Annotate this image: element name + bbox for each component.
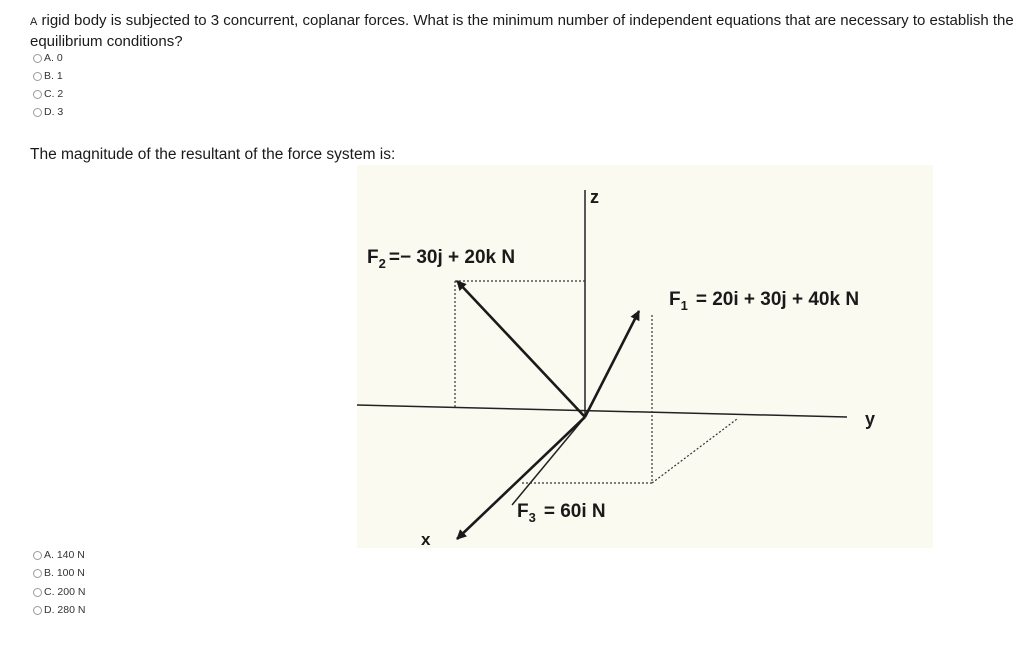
option-label: D. 280 N [44, 604, 86, 616]
radio-button[interactable] [33, 569, 42, 578]
question-1-body: rigid body is subjected to 3 concurrent, coplanar forces. What is the minimum number of independent equations that are necessary to establish the equilibrium conditions? [30, 12, 1014, 50]
q1-option-c[interactable] [33, 87, 63, 101]
z-axis-label: z [590, 187, 599, 207]
force-system-diagram [357, 165, 933, 548]
option-label: B. 100 N [44, 567, 85, 579]
radio-button[interactable] [33, 588, 42, 597]
q1-option-d[interactable] [33, 105, 63, 119]
option-label: A. 140 N [44, 549, 85, 561]
y-axis-label: y [865, 409, 876, 429]
radio-button[interactable] [33, 90, 42, 99]
q1-option-a[interactable] [33, 51, 63, 65]
option-label: C. 200 N [44, 586, 86, 598]
question-1-prefix: A [30, 16, 38, 28]
f3-label: $F_3 = 60i$ N [517, 501, 606, 525]
option-label: D. 3 [44, 106, 64, 118]
q2-option-a[interactable] [33, 548, 85, 562]
option-label: A. 0 [44, 52, 63, 64]
question-1-text [30, 11, 1020, 51]
q2-option-b[interactable] [33, 566, 85, 580]
f2-label: $F_2 =- 30j + 20k$ N [367, 247, 516, 271]
q1-option-b[interactable] [33, 69, 63, 83]
x-axis-label: x [421, 530, 431, 548]
q2-option-d[interactable] [33, 603, 85, 617]
radio-button[interactable] [33, 108, 42, 117]
q2-option-c[interactable] [33, 585, 85, 599]
f1-label: $F_1 = 20i + 30j + 40k$ N [669, 289, 860, 313]
question-2-text: The magnitude of the resultant of the force system is: [30, 146, 396, 163]
option-label: C. 2 [44, 88, 64, 100]
radio-button[interactable] [33, 72, 42, 81]
diagram-background [357, 165, 933, 548]
radio-button[interactable] [33, 606, 42, 615]
option-label: B. 1 [44, 70, 63, 82]
radio-button[interactable] [33, 54, 42, 63]
radio-button[interactable] [33, 551, 42, 560]
